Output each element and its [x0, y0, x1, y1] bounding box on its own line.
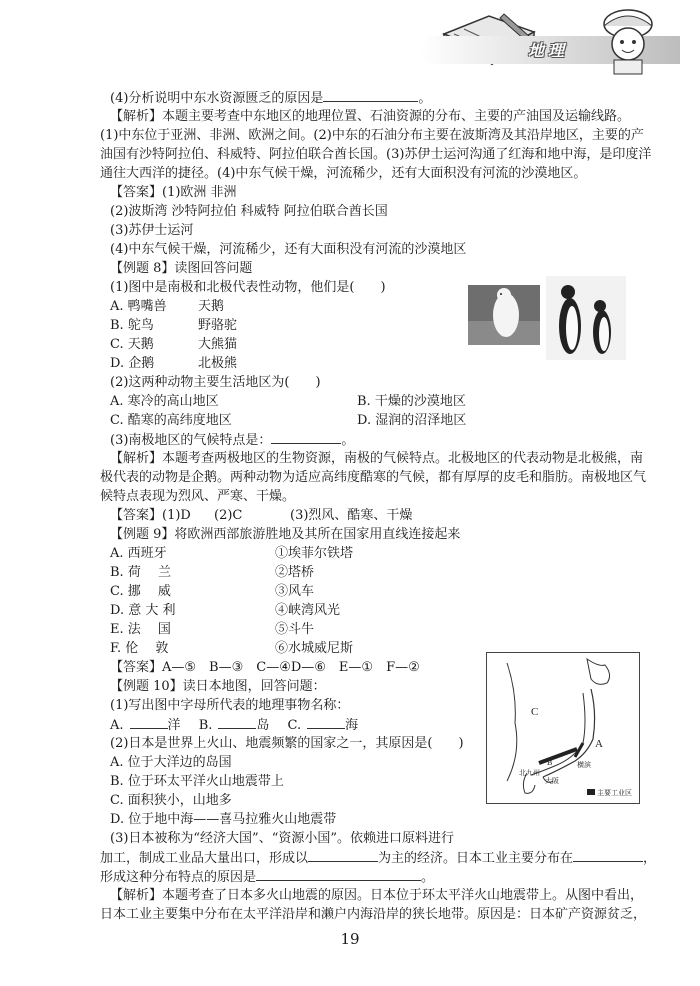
country-item[interactable]: A. 西班牙	[110, 546, 167, 561]
country-item[interactable]: C. 挪 威	[110, 584, 171, 599]
option-a[interactable]: A. 位于大洋边的岛国	[110, 755, 232, 770]
answer-line: 【答案】A—⑤ B—③ C—④D—⑥ E—① F—②	[110, 660, 420, 675]
country-item[interactable]: B. 荷 兰	[110, 565, 171, 580]
option-b[interactable]: B. 干燥的沙漠地区	[357, 394, 466, 409]
question-line: 加工，制成工业品大量出口，形成以 为主的经济。日本工业主要分布在 ，	[100, 848, 664, 868]
site-item[interactable]: ②塔桥	[275, 565, 315, 580]
example-title: 【例题 9】将欧洲西部旅游胜地及其所在国家用直线连接起来	[110, 527, 461, 542]
option-d[interactable]: D. 企鹅	[110, 356, 155, 371]
polar-bear-photo	[468, 285, 540, 345]
site-item[interactable]: ③风车	[275, 584, 315, 599]
question-line: (2)这两种动物主要生活地区为( )	[110, 375, 321, 390]
answer-line: 【答案】(1)欧洲 非洲	[110, 185, 237, 200]
map-city: 大阪	[545, 777, 559, 785]
question-line: (3)日本被称为“经济大国”、“资源小国”。依赖进口原料进行	[110, 831, 454, 846]
country-item[interactable]: D. 意 大 利	[110, 603, 176, 618]
map-label-a: A	[595, 738, 603, 750]
analysis-line: 油国有沙特阿拉伯、科威特、阿拉伯联合酋长国。(3)苏伊士运河沟通了红海和地中海，是印度洋	[100, 147, 652, 162]
answer-line: (2)波斯湾 沙特阿拉伯 科威特 阿拉伯联合酋长国	[110, 204, 388, 219]
question-line: (4)分析说明中东水资源匮乏的原因是 。	[110, 88, 664, 108]
penguins-photo	[546, 276, 626, 360]
option-d[interactable]: D. 湿润的沼泽地区	[357, 413, 467, 428]
match-row	[110, 563, 664, 582]
cartoon-kid-icon	[594, 2, 664, 77]
option-row: B. 鸵鸟 野骆驼	[110, 318, 238, 333]
match-row	[110, 544, 664, 563]
question-line: (2)日本是世界上火山、地震频繁的国家之一，其原因是( )	[110, 736, 464, 751]
japan-map	[486, 652, 640, 804]
analysis-line: 极代表的动物是企鹅。两种动物为适应高纬度酷寒的气候，都有厚厚的皮毛和脂肪。南极地区气	[100, 470, 647, 485]
page-number: 19	[340, 930, 360, 948]
analysis-line: 【解析】本题主要考查中东地区的地理位置、石油资源的分布、主要的产油国及运输线路。	[110, 109, 631, 124]
map-city: 北九州	[519, 769, 540, 777]
match-row	[110, 582, 664, 601]
map-legend: 主要工业区	[597, 789, 632, 797]
site-item[interactable]: ⑥水城威尼斯	[275, 641, 354, 656]
question-line: (1)图中是南极和北极代表性动物，他们是( )	[110, 280, 386, 295]
answer-line: (4)中东气候干燥，河流稀少，还有大面积没有河流的沙漠地区	[110, 242, 467, 257]
japan-map-drawing	[487, 653, 639, 803]
map-label-c: C	[531, 706, 539, 718]
answer-line: (3)苏伊士运河	[110, 223, 194, 238]
analysis-line: 通往大西洋的捷径。(4)中东气候干燥，河流稀少，还有大面积没有河流的沙漠地区。	[100, 166, 587, 181]
analysis-line: 日本工业主要集中分布在太平洋沿岸和濑户内海沿岸的狭长地带。原因是：日本矿产资源贫乏，	[100, 907, 647, 922]
country-item[interactable]: F. 伦 敦	[110, 641, 169, 656]
map-city: 横滨	[577, 761, 591, 769]
question-line: 形成这种分布特点的原因是 。	[100, 867, 664, 887]
analysis-line: 【解析】本题考查两极地区的生物资源，南极的气候特点。北极地区的代表动物是北极熊，南	[110, 451, 644, 466]
option-row: A. 鸭嘴兽 天鹅	[110, 299, 225, 314]
analysis-line: 【解析】本题考查了日本多火山地震的原因。日本位于环太平洋火山地震带上。从图中看出，	[110, 888, 644, 903]
blank-a[interactable]	[130, 715, 168, 729]
option-b[interactable]: B. 鸵鸟	[110, 318, 154, 333]
option-d[interactable]: D. 位于地中海——喜马拉雅火山地震带	[110, 812, 337, 827]
site-item[interactable]: ④峡湾风光	[275, 603, 341, 618]
option-row	[110, 411, 664, 430]
country-item[interactable]: E. 法 国	[110, 622, 171, 637]
option-row: C. 天鹅 大熊猫	[110, 337, 238, 352]
option-a[interactable]: A. 鸭嘴兽	[110, 299, 167, 314]
question-line: (3)南极地区的气候特点是： 。	[110, 430, 664, 450]
analysis-line: (1)中东位于亚洲、非洲、欧洲之间。(2)中东的石油分布主要在波斯湾及其沿岸地区，主要的产	[100, 128, 644, 143]
subject-label: 地理	[528, 41, 569, 60]
blank-industry[interactable]	[573, 848, 643, 862]
option-c[interactable]: C. 酷寒的高纬度地区	[110, 413, 232, 428]
option-c[interactable]: C. 面积狭小，山地多	[110, 793, 232, 808]
map-label-b: B	[547, 758, 553, 767]
match-row	[110, 601, 664, 620]
option-a[interactable]: A. 寒冷的高山地区	[110, 394, 219, 409]
option-c[interactable]: C. 天鹅	[110, 337, 154, 352]
option-row: D. 企鹅 北极熊	[110, 356, 238, 371]
site-item[interactable]: ①埃菲尔铁塔	[275, 546, 354, 561]
blank-c[interactable]	[307, 715, 345, 729]
page-header	[0, 0, 700, 80]
blank-b[interactable]	[218, 715, 256, 729]
fill-row: A. 洋 B. 岛 C. 海	[110, 715, 664, 735]
option-b[interactable]: B. 位于环太平洋火山地震带上	[110, 774, 284, 789]
site-item[interactable]: ⑤斗牛	[275, 622, 315, 637]
option-row	[110, 392, 664, 411]
analysis-line: 候特点表现为烈风、严寒、干燥。	[100, 489, 296, 504]
question-line: (1)写出图中字母所代表的地理事物名称：	[110, 698, 350, 713]
match-row	[110, 620, 664, 639]
blank-reason[interactable]	[256, 867, 421, 881]
answer-line: 【答案】(1)D (2)C (3)烈风、酷寒、干燥	[110, 508, 413, 523]
example-title: 【例题 10】读日本地图，回答问题：	[110, 679, 326, 694]
blank-economy[interactable]	[308, 848, 378, 862]
example-title: 【例题 8】读图回答问题	[110, 261, 253, 276]
